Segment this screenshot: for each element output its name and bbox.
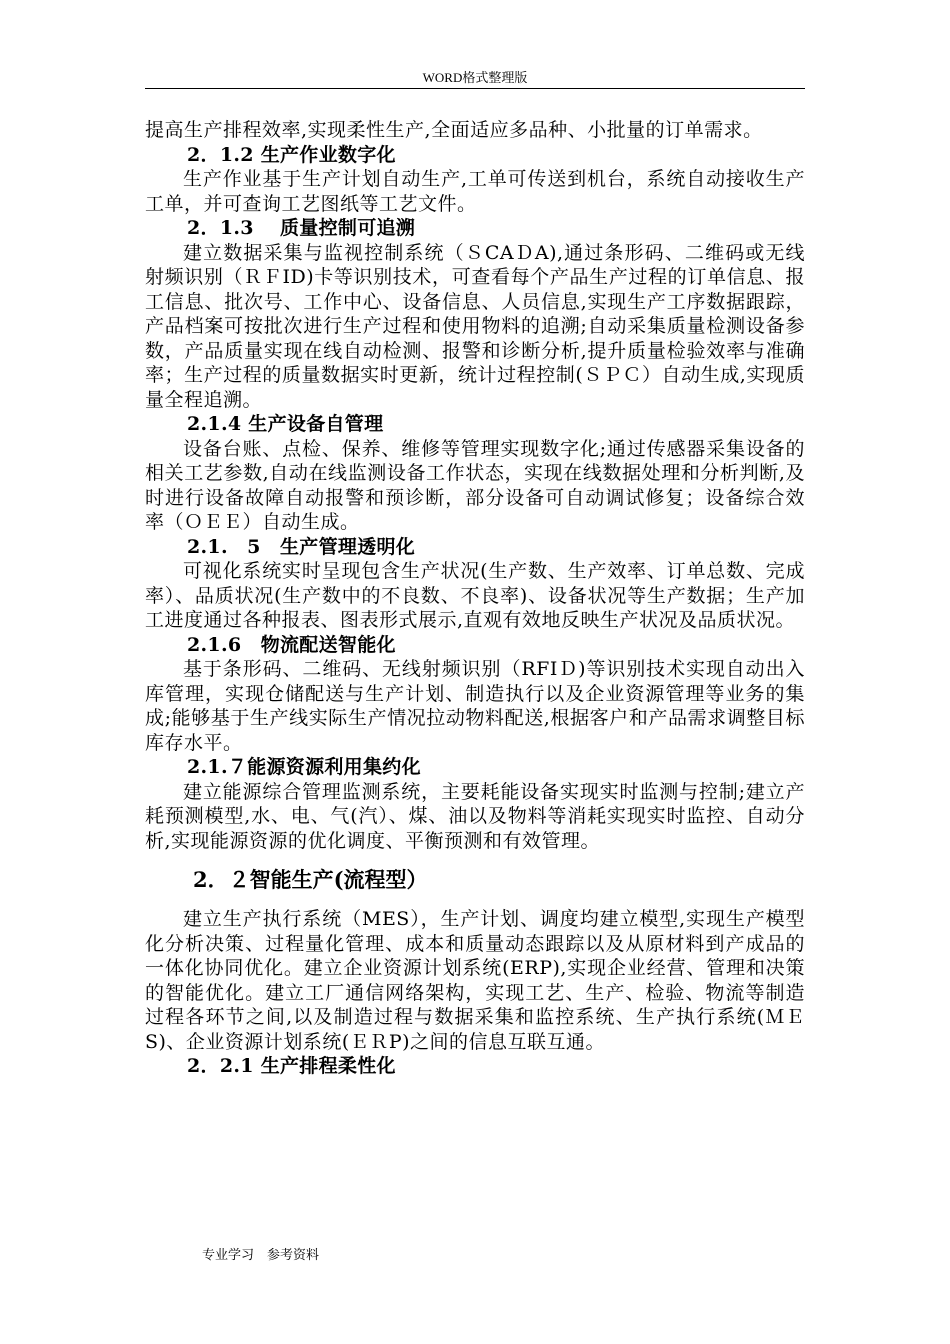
body-paragraph: 提高生产排程效率,实现柔性生产,全面适应多品种、小批量的订单需求。 bbox=[145, 119, 763, 141]
header-rule bbox=[145, 88, 805, 89]
body-paragraph: 基于条形码、二维码、无线射频识别（RFIＤ)等识别技术实现自动出入库管理，实现仓储配送与生产计划、制造执行以及企业资源管理等业务的集成;能够基于生产线实际生产情况拉动物料配送,根据客户和产品需求调整目标库存水平。 bbox=[145, 658, 805, 754]
body-paragraph: 生产作业基于生产计划自动生产,工单可传送到机台，系统自动接收生产工单，并可查询工艺图纸等工艺文件。 bbox=[145, 168, 805, 215]
body-paragraph: 可视化系统实时呈现包含生产状况(生产数、生产效率、订单总数、完成率）、品质状况(生产数中的不良数、不良率)、设备状况等生产数据；生产加工进度通过各种报表、图表形式展示,直观有效地反映生产状况及品质状况。 bbox=[145, 560, 805, 631]
section-heading: 2．1.3 质量控制可追溯 bbox=[187, 217, 416, 239]
document-body bbox=[145, 118, 805, 1079]
section-heading: 2.1. 5 生产管理透明化 bbox=[187, 535, 416, 558]
body-paragraph: 建立能源综合管理监测系统，主要耗能设备实现实时监测与控制;建立产耗预测模型,水、电、气(汽）、煤、油以及物料等消耗实现实时监控、自动分析,实现能源资源的优化调度、平衡预测和有效管理。 bbox=[145, 780, 805, 852]
section-heading: 2.1.4 生产设备自管理 bbox=[187, 413, 384, 435]
page-footer: 专业学习 参考资料 bbox=[202, 1248, 320, 1263]
body-paragraph: 设备台账、点检、保养、维修等管理实现数字化;通过传感器采集设备的相关工艺参数,自动在线监测设备工作状态，实现在线数据处理和分析判断,及时进行设备故障自动报警和预诊断，部分设备可自动调试修复；设备综合效率（ＯＥＥ）自动生成。 bbox=[145, 437, 805, 533]
body-paragraph: 建立数据采集与监视控制系统（ＳCAＤA),通过条形码、二维码或无线射频识别（ＲＦID)卡等识别技术，可查看每个产品生产过程的订单信息、报工信息、批次号、工作中心、设备信息、人员信息,实现生产工序数据跟踪，产品档案可按批次进行生产过程和使用物料的追溯;自动采集质量检测设备参数，产品质量实现在线自动检测、报警和诊断分析,提升质量检验效率与准确率；生产过程的质量数据实时更新，统计过程控制(ＳＰＣ）自动生成,实现质量全程追溯。 bbox=[145, 241, 805, 411]
page-header: WORD格式整理版 bbox=[422, 70, 528, 85]
body-paragraph: 建立生产执行系统（MES），生产计划、调度均建立模型,实现生产模型化分析决策、过程量化管理、成本和质量动态跟踪以及从原材料到产成品的一体化协同优化。建立企业资源计划系统(ERP),实现企业经营、管理和决策的智能优化。建立工厂通信网络架构，实现工艺、生产、检验、物流等制造过程各环节之间,以及制造过程与数据采集和监控系统、生产执行系统(ＭＥS)、企业资源计划系统(ＥＲP)之间的信息互联互通。 bbox=[145, 908, 805, 1053]
chapter-heading: 2．２智能生产(流程型） bbox=[193, 867, 428, 892]
section-heading: 2.1.７能源资源利用集约化 bbox=[187, 756, 421, 778]
section-heading: 2．2.1 生产排程柔性化 bbox=[187, 1055, 396, 1077]
section-heading: 2.1.6 物流配送智能化 bbox=[187, 633, 396, 656]
section-heading: 2．1.2 生产作业数字化 bbox=[187, 143, 396, 166]
